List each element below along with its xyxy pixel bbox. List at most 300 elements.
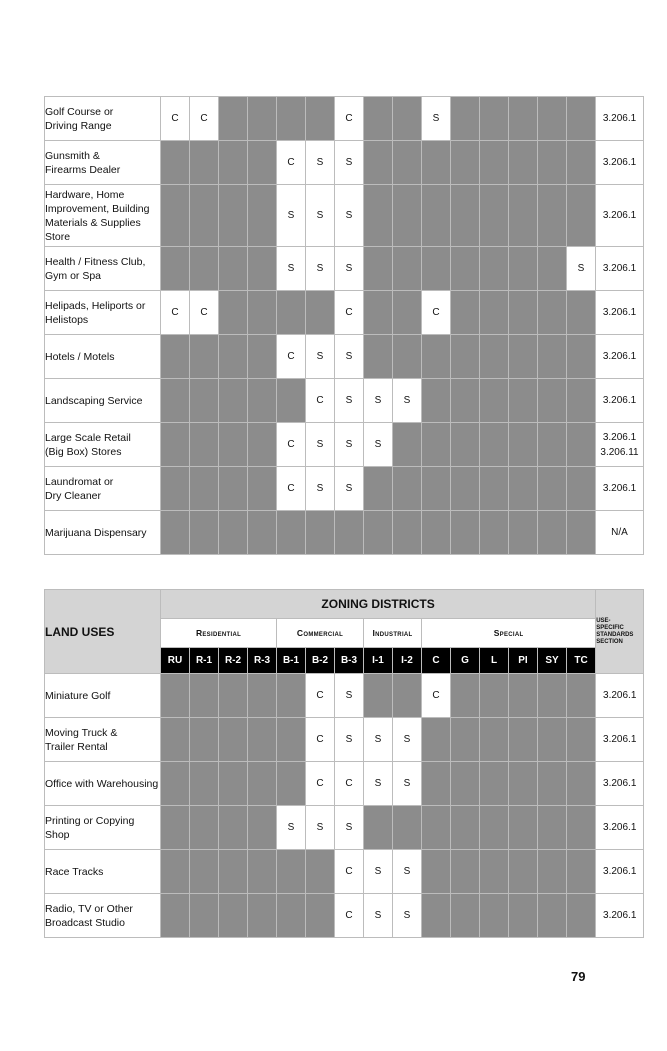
- district-cell: [422, 511, 451, 555]
- district-code-sy: SY: [538, 648, 567, 674]
- district-cell: [480, 806, 509, 850]
- land-uses-header: LAND USES: [45, 590, 161, 674]
- district-cell: [480, 894, 509, 938]
- standards-section: 3.206.1: [596, 379, 644, 423]
- standards-section: N/A: [596, 511, 644, 555]
- district-cell: [480, 762, 509, 806]
- district-cell: C: [161, 291, 190, 335]
- district-cell: [480, 718, 509, 762]
- district-cell: [306, 291, 335, 335]
- district-cell: [190, 674, 219, 718]
- district-cell: [219, 674, 248, 718]
- district-cell: C: [422, 674, 451, 718]
- standards-section: 3.206.1: [596, 762, 644, 806]
- district-cell: [451, 247, 480, 291]
- district-cell: [335, 511, 364, 555]
- district-cell: [219, 423, 248, 467]
- district-cell: [190, 141, 219, 185]
- district-code-tc: TC: [567, 648, 596, 674]
- district-cell: C: [306, 674, 335, 718]
- district-cell: S: [335, 335, 364, 379]
- table-row: [45, 423, 644, 467]
- district-cell: [219, 806, 248, 850]
- district-cell: [364, 141, 393, 185]
- standards-section: 3.206.1: [596, 806, 644, 850]
- district-cell: [219, 511, 248, 555]
- table-row: [45, 718, 644, 762]
- district-cell: [393, 806, 422, 850]
- district-cell: [538, 335, 567, 379]
- district-cell: [480, 185, 509, 247]
- standards-section: 3.206.1: [596, 718, 644, 762]
- district-code-l: L: [480, 648, 509, 674]
- district-cell: [277, 762, 306, 806]
- standards-section: 3.206.1: [596, 185, 644, 247]
- district-cell: S: [364, 762, 393, 806]
- district-cell: [248, 850, 277, 894]
- district-cell: S: [364, 850, 393, 894]
- district-cell: [248, 379, 277, 423]
- district-cell: [480, 291, 509, 335]
- district-cell: [422, 762, 451, 806]
- use-standards-header: [596, 590, 644, 674]
- district-cell: S: [306, 806, 335, 850]
- district-cell: [161, 806, 190, 850]
- district-cell: [567, 185, 596, 247]
- land-use-name: Moving Truck & Trailer Rental: [45, 718, 161, 762]
- district-cell: S: [335, 718, 364, 762]
- district-cell: [277, 291, 306, 335]
- district-cell: S: [335, 674, 364, 718]
- district-cell: [422, 806, 451, 850]
- table-row: [45, 185, 644, 247]
- district-code-b-3: B-3: [335, 648, 364, 674]
- district-cell: [509, 379, 538, 423]
- district-cell: [248, 511, 277, 555]
- district-cell: [393, 247, 422, 291]
- district-cell: [538, 379, 567, 423]
- district-cell: [219, 291, 248, 335]
- district-cell: S: [393, 379, 422, 423]
- district-cell: C: [306, 718, 335, 762]
- table-row: [45, 850, 644, 894]
- district-cell: [190, 850, 219, 894]
- district-cell: C: [277, 335, 306, 379]
- district-cell: [538, 762, 567, 806]
- district-cell: [567, 894, 596, 938]
- table-row: [45, 674, 644, 718]
- district-cell: [480, 247, 509, 291]
- district-code-r-2: R-2: [219, 648, 248, 674]
- district-cell: [567, 762, 596, 806]
- table-row: [45, 806, 644, 850]
- district-cell: [161, 185, 190, 247]
- land-use-name: Hotels / Motels: [45, 335, 161, 379]
- district-cell: S: [277, 185, 306, 247]
- table-row: [45, 762, 644, 806]
- district-cell: [422, 141, 451, 185]
- land-use-name: Marijuana Dispensary: [45, 511, 161, 555]
- district-cell: [190, 335, 219, 379]
- district-cell: [219, 97, 248, 141]
- use-standards-label: USE- SPECIFIC STANDARDS SECTION: [596, 617, 634, 645]
- district-cell: S: [306, 141, 335, 185]
- district-cell: C: [335, 291, 364, 335]
- district-cell: [451, 762, 480, 806]
- land-use-name: Laundromat or Dry Cleaner: [45, 467, 161, 511]
- district-cell: [538, 511, 567, 555]
- district-cell: S: [422, 97, 451, 141]
- district-cell: [451, 850, 480, 894]
- district-cell: S: [306, 423, 335, 467]
- district-cell: [248, 247, 277, 291]
- district-cell: [277, 674, 306, 718]
- district-cell: S: [335, 806, 364, 850]
- district-cell: [480, 141, 509, 185]
- district-cell: [567, 850, 596, 894]
- district-code-r-3: R-3: [248, 648, 277, 674]
- district-cell: [422, 335, 451, 379]
- district-cell: S: [393, 762, 422, 806]
- group-commercial: Commercial: [277, 619, 364, 648]
- district-cell: [422, 185, 451, 247]
- district-cell: [422, 894, 451, 938]
- district-cell: [306, 850, 335, 894]
- district-code-i-1: I-1: [364, 648, 393, 674]
- district-cell: S: [335, 379, 364, 423]
- group-special: Special: [422, 619, 596, 648]
- district-cell: [161, 850, 190, 894]
- table-row: [45, 335, 644, 379]
- district-cell: [509, 185, 538, 247]
- district-cell: C: [335, 894, 364, 938]
- land-use-name: Helipads, Heliports or Helistops: [45, 291, 161, 335]
- district-cell: [480, 379, 509, 423]
- district-cell: [538, 423, 567, 467]
- district-code-b-1: B-1: [277, 648, 306, 674]
- page-number: 79: [571, 969, 586, 984]
- district-cell: S: [364, 718, 393, 762]
- district-cell: C: [335, 762, 364, 806]
- district-cell: [538, 467, 567, 511]
- district-cell: [277, 511, 306, 555]
- district-cell: [277, 850, 306, 894]
- standards-section: 3.206.1 3.206.11: [596, 423, 644, 467]
- district-cell: S: [277, 247, 306, 291]
- district-cell: [509, 850, 538, 894]
- district-cell: [219, 247, 248, 291]
- district-cell: [451, 718, 480, 762]
- district-cell: S: [335, 141, 364, 185]
- district-cell: [161, 335, 190, 379]
- district-cell: [364, 806, 393, 850]
- district-cell: [451, 467, 480, 511]
- district-code-i-2: I-2: [393, 648, 422, 674]
- standards-section: 3.206.1: [596, 467, 644, 511]
- district-cell: [248, 806, 277, 850]
- district-cell: [451, 674, 480, 718]
- district-cell: [190, 894, 219, 938]
- standards-section: 3.206.1: [596, 335, 644, 379]
- district-cell: [161, 141, 190, 185]
- district-cell: [277, 718, 306, 762]
- district-cell: [393, 97, 422, 141]
- district-code-r-1: R-1: [190, 648, 219, 674]
- district-cell: [248, 97, 277, 141]
- district-cell: S: [335, 185, 364, 247]
- district-cell: [190, 423, 219, 467]
- standards-section: 3.206.1: [596, 850, 644, 894]
- district-cell: [248, 141, 277, 185]
- district-cell: [161, 894, 190, 938]
- zoning-table-bottom: [44, 589, 644, 938]
- district-cell: C: [335, 850, 364, 894]
- land-use-name: Golf Course or Driving Range: [45, 97, 161, 141]
- land-use-name: Large Scale Retail (Big Box) Stores: [45, 423, 161, 467]
- district-cell: [480, 423, 509, 467]
- district-cell: [480, 674, 509, 718]
- district-cell: [364, 97, 393, 141]
- land-use-name: Radio, TV or Other Broadcast Studio: [45, 894, 161, 938]
- land-use-name: Health / Fitness Club, Gym or Spa: [45, 247, 161, 291]
- district-cell: S: [277, 806, 306, 850]
- table-row: [45, 97, 644, 141]
- land-use-name: Miniature Golf: [45, 674, 161, 718]
- district-cell: [509, 423, 538, 467]
- zoning-districts-header: ZONING DISTRICTS: [161, 590, 596, 619]
- district-cell: [248, 674, 277, 718]
- district-code-b-2: B-2: [306, 648, 335, 674]
- district-cell: [509, 674, 538, 718]
- district-cell: S: [364, 894, 393, 938]
- group-residential: Residential: [161, 619, 277, 648]
- district-cell: [219, 762, 248, 806]
- district-cell: [161, 423, 190, 467]
- district-cell: C: [335, 97, 364, 141]
- district-cell: [509, 335, 538, 379]
- district-cell: [190, 806, 219, 850]
- district-cell: [277, 97, 306, 141]
- zoning-table-top: [44, 96, 644, 555]
- district-cell: [393, 335, 422, 379]
- district-cell: C: [277, 141, 306, 185]
- district-cell: [393, 511, 422, 555]
- district-cell: [219, 185, 248, 247]
- district-cell: [567, 674, 596, 718]
- land-use-name: Printing or Copying Shop: [45, 806, 161, 850]
- standards-section: 3.206.1: [596, 674, 644, 718]
- district-cell: [422, 423, 451, 467]
- district-cell: [190, 247, 219, 291]
- district-cell: [538, 97, 567, 141]
- table-row: [45, 894, 644, 938]
- district-cell: [538, 850, 567, 894]
- land-use-name: Race Tracks: [45, 850, 161, 894]
- district-cell: [509, 894, 538, 938]
- district-cell: [393, 423, 422, 467]
- district-cell: [364, 291, 393, 335]
- district-cell: [567, 423, 596, 467]
- district-cell: [161, 379, 190, 423]
- district-cell: [567, 511, 596, 555]
- district-cell: [161, 247, 190, 291]
- district-cell: C: [306, 762, 335, 806]
- district-cell: [190, 185, 219, 247]
- district-cell: [509, 291, 538, 335]
- district-cell: [567, 97, 596, 141]
- district-cell: S: [567, 247, 596, 291]
- district-cell: [567, 379, 596, 423]
- district-cell: C: [277, 467, 306, 511]
- table-row: [45, 141, 644, 185]
- district-cell: S: [393, 894, 422, 938]
- district-cell: C: [306, 379, 335, 423]
- district-cell: [248, 335, 277, 379]
- district-cell: [480, 97, 509, 141]
- land-use-name: Gunsmith & Firearms Dealer: [45, 141, 161, 185]
- district-cell: [451, 141, 480, 185]
- group-industrial: Industrial: [364, 619, 422, 648]
- district-cell: [422, 467, 451, 511]
- district-cell: [364, 467, 393, 511]
- district-cell: [538, 141, 567, 185]
- district-cell: [306, 894, 335, 938]
- table-row: [45, 379, 644, 423]
- district-cell: [161, 511, 190, 555]
- district-cell: [393, 674, 422, 718]
- district-cell: [393, 467, 422, 511]
- district-cell: [248, 762, 277, 806]
- district-cell: C: [422, 291, 451, 335]
- district-cell: [248, 718, 277, 762]
- district-cell: [364, 335, 393, 379]
- district-cell: [277, 894, 306, 938]
- land-use-name: Landscaping Service: [45, 379, 161, 423]
- district-cell: [451, 423, 480, 467]
- district-cell: [364, 674, 393, 718]
- district-cell: [509, 718, 538, 762]
- district-cell: S: [393, 850, 422, 894]
- district-cell: [538, 806, 567, 850]
- district-cell: [509, 141, 538, 185]
- district-cell: [567, 291, 596, 335]
- district-cell: [422, 379, 451, 423]
- district-cell: [567, 467, 596, 511]
- district-cell: [219, 718, 248, 762]
- table-row: [45, 511, 644, 555]
- district-cell: S: [364, 379, 393, 423]
- district-cell: [567, 718, 596, 762]
- district-cell: [538, 247, 567, 291]
- land-use-name: Hardware, Home Improvement, Building Materials & Supplies Store: [45, 185, 161, 247]
- district-cell: [567, 335, 596, 379]
- district-cell: [451, 379, 480, 423]
- standards-section: 3.206.1: [596, 247, 644, 291]
- district-cell: S: [306, 467, 335, 511]
- district-cell: [538, 185, 567, 247]
- district-cell: [451, 97, 480, 141]
- district-cell: [393, 185, 422, 247]
- district-cell: [248, 423, 277, 467]
- district-cell: [567, 141, 596, 185]
- district-cell: S: [306, 185, 335, 247]
- district-cell: [509, 247, 538, 291]
- district-cell: [219, 467, 248, 511]
- standards-section: 3.206.1: [596, 291, 644, 335]
- district-code-c: C: [422, 648, 451, 674]
- district-cell: [509, 467, 538, 511]
- district-cell: [248, 894, 277, 938]
- district-cell: C: [190, 97, 219, 141]
- district-cell: [451, 185, 480, 247]
- district-cell: [393, 291, 422, 335]
- district-cell: [364, 511, 393, 555]
- district-cell: [480, 467, 509, 511]
- standards-section: 3.206.1: [596, 894, 644, 938]
- district-cell: [509, 762, 538, 806]
- district-cell: [480, 850, 509, 894]
- land-use-name: Office with Warehousing: [45, 762, 161, 806]
- district-cell: [248, 467, 277, 511]
- district-cell: S: [335, 423, 364, 467]
- district-cell: S: [306, 247, 335, 291]
- district-cell: [364, 185, 393, 247]
- district-cell: S: [364, 423, 393, 467]
- district-cell: [451, 335, 480, 379]
- district-cell: [538, 674, 567, 718]
- district-code-g: G: [451, 648, 480, 674]
- district-cell: S: [306, 335, 335, 379]
- district-code-pi: PI: [509, 648, 538, 674]
- district-cell: [451, 806, 480, 850]
- district-cell: [364, 247, 393, 291]
- district-cell: [567, 806, 596, 850]
- district-cell: [219, 379, 248, 423]
- district-cell: [509, 511, 538, 555]
- district-cell: [422, 850, 451, 894]
- district-cell: [190, 762, 219, 806]
- district-cell: [422, 247, 451, 291]
- district-cell: [538, 894, 567, 938]
- table-row: [45, 291, 644, 335]
- district-cell: [538, 718, 567, 762]
- district-cell: [190, 467, 219, 511]
- district-cell: [219, 894, 248, 938]
- district-cell: [451, 511, 480, 555]
- district-cell: [190, 511, 219, 555]
- table-row: [45, 467, 644, 511]
- district-cell: [393, 141, 422, 185]
- district-code-ru: RU: [161, 648, 190, 674]
- district-cell: [509, 806, 538, 850]
- district-cell: [509, 97, 538, 141]
- district-cell: [306, 511, 335, 555]
- district-cell: [190, 379, 219, 423]
- standards-section: 3.206.1: [596, 97, 644, 141]
- district-cell: C: [161, 97, 190, 141]
- district-cell: [538, 291, 567, 335]
- district-cell: [161, 762, 190, 806]
- district-cell: [277, 379, 306, 423]
- district-cell: [451, 894, 480, 938]
- district-cell: [422, 718, 451, 762]
- district-cell: S: [393, 718, 422, 762]
- district-cell: [219, 335, 248, 379]
- district-cell: S: [335, 467, 364, 511]
- district-cell: [480, 335, 509, 379]
- district-cell: [190, 718, 219, 762]
- standards-section: 3.206.1: [596, 141, 644, 185]
